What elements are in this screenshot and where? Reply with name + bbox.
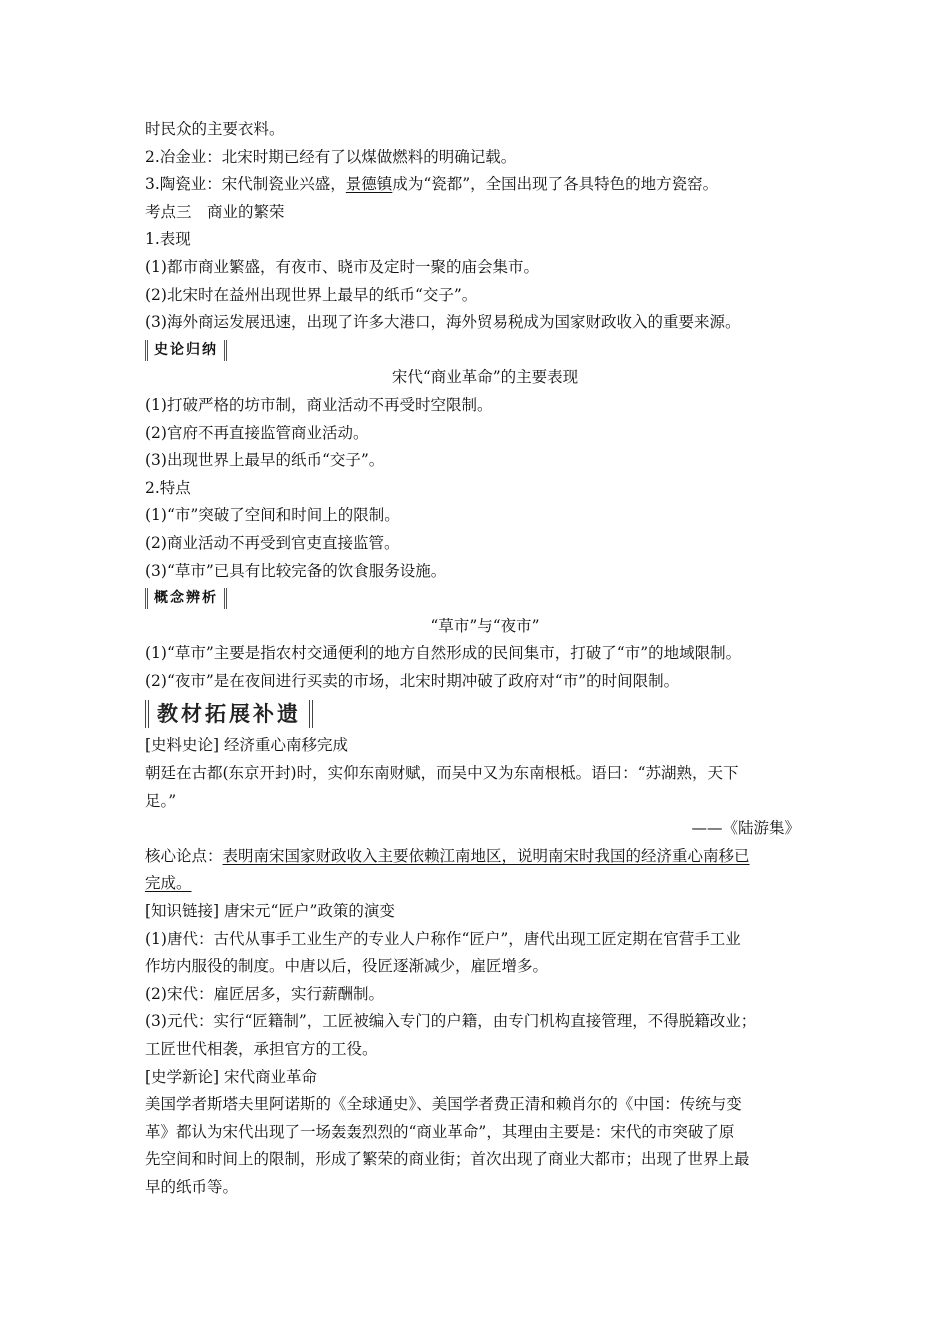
ext-heading: [知识链接] 唐宋元“匠户”政策的演变	[145, 902, 395, 921]
banner-row	[145, 697, 825, 731]
text-line: (1)“草市”主要是指农村交通便利的地方自然形成的民间集市，打破了“市”的地域限制。	[145, 644, 742, 663]
text-line: (2)“夜市”是在夜间进行买卖的市场，北宋时期冲破了政府对“市”的时间限制。	[145, 671, 680, 690]
ext-heading: [史学新论] 宋代商业革命	[145, 1067, 318, 1086]
core-point-cont	[145, 870, 825, 898]
quote-line: 足。”	[145, 791, 177, 810]
text-span: 成为“瓷都”，全国出现了各具特色的地方瓷窑。	[392, 175, 719, 194]
quote-line: 朝廷在古都(东京开封)时，实仰东南财赋，而吴中又为东南根柢。语曰：“苏湖熟，天下	[145, 764, 739, 783]
text-line: 早的纸币等。	[145, 1177, 239, 1196]
text-line: (3)出现世界上最早的纸币“交子”。	[145, 451, 385, 470]
tag-row	[145, 585, 825, 613]
text-line: (3)海外商运发展迅速，出现了许多大港口，海外贸易税成为国家财政收入的重要来源。	[145, 313, 741, 332]
text-line: (2)商业活动不再受到官吏直接监管。	[145, 533, 400, 552]
core-label: 核心论点：	[145, 846, 223, 865]
core-text: 完成。	[145, 874, 192, 893]
subsection-heading: 2.特点	[145, 478, 191, 497]
text-line: (3)元代：实行“匠籍制”，工匠被编入专门的户籍，由专门机构直接管理，不得脱籍改业；	[145, 1012, 757, 1031]
text-line: 美国学者斯塔夫里阿诺斯的《全球通史》、美国学者费正清和赖肖尔的《中国：传统与变	[145, 1095, 742, 1114]
text-line: 2.冶金业：北宋时期已经有了以煤做燃料的明确记载。	[145, 147, 517, 166]
tag-label-concept: 概念辨析	[145, 588, 227, 609]
section-heading: 考点三 商业的繁荣	[145, 202, 285, 221]
text-line: 革》都认为宋代出现了一场轰轰烈烈的“商业革命”，其理由主要是：宋代的市突破了原	[145, 1122, 735, 1141]
text-line: 工匠世代相袭，承担官方的工役。	[145, 1040, 378, 1058]
core-point	[145, 843, 825, 871]
text-line: (2)官府不再直接监管商业活动。	[145, 423, 369, 442]
text-line: (2)宋代：雇匠居多，实行薪酬制。	[145, 984, 384, 1003]
text-line: (1)打破严格的坊市制，商业活动不再受时空限制。	[145, 395, 493, 414]
subsection-heading: 1.表现	[145, 230, 191, 249]
box-title: “草市”与“夜市”	[430, 616, 540, 635]
core-text: 表明南宋国家财政收入主要依赖江南地区，说明南宋时我国的经济重心南移已	[222, 846, 750, 865]
text-line: 时民众的主要衣料。	[145, 120, 285, 138]
text-line: (1)“市”突破了空间和时间上的限制。	[145, 506, 400, 525]
ext-heading: [史料史论] 经济重心南移完成	[145, 736, 349, 755]
tag-row	[145, 337, 825, 365]
text-line: (1)唐代：古代从事手工业生产的专业人户称作“匠户”，唐代出现工匠定期在官营手工业	[145, 929, 741, 948]
box-title: 宋代“商业革命”的主要表现	[391, 368, 579, 387]
text-line: (3)“草市”已具有比较完备的饮食服务设施。	[145, 561, 447, 580]
tag-label-summary: 史论归纳	[145, 340, 227, 361]
text-line-porcelain	[145, 171, 825, 199]
section-banner: 教材拓展补遗	[145, 700, 313, 728]
text-line: 先空间和时间上的限制，形成了繁荣的商业街；首次出现了商业大都市；出现了世界上最	[145, 1150, 750, 1169]
text-span: 3.陶瓷业：宋代制瓷业兴盛，	[145, 175, 346, 194]
text-line: (1)都市商业繁盛，有夜市、晓市及定时一聚的庙会集市。	[145, 257, 539, 276]
underlined-term: 景德镇	[345, 175, 393, 194]
text-line: 作坊内服役的制度。中唐以后，役匠逐渐减少，雇匠增多。	[145, 957, 549, 976]
quote-source: ——《陆游集》	[691, 819, 800, 838]
document-page	[145, 116, 825, 1202]
text-line: (2)北宋时在益州出现世界上最早的纸币“交子”。	[145, 285, 478, 304]
